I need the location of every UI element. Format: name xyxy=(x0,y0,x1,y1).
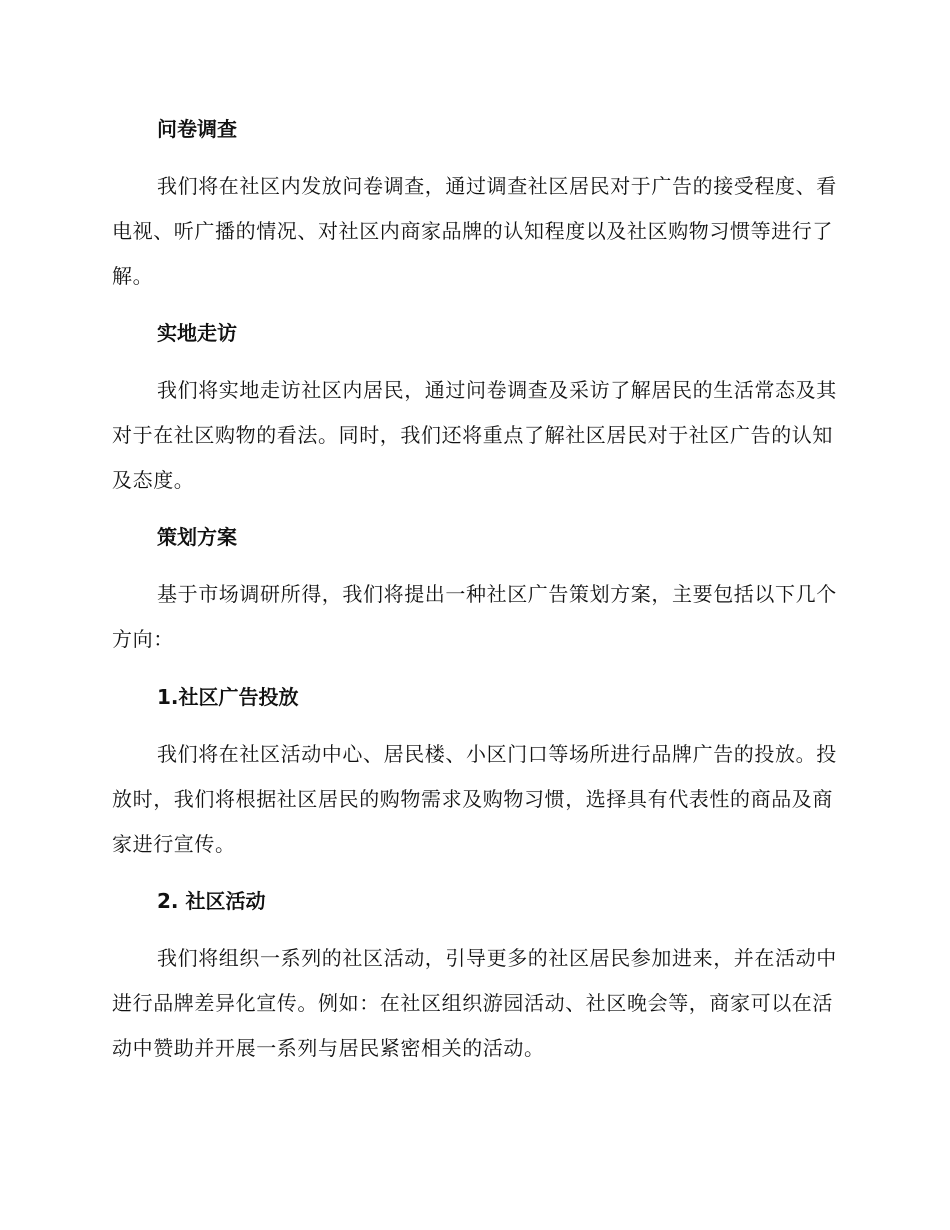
section-heading: 实地走访 xyxy=(157,321,237,345)
section-paragraph: 我们将在社区内发放问卷调查，通过调查社区居民对于广告的接受程度、看电视、听广播的情况、对社区内商家品牌的认知程度以及社区购物习惯等进行了解。 xyxy=(112,174,837,288)
section-paragraph: 基于市场调研所得，我们将提出一种社区广告策划方案，主要包括以下几个方向： xyxy=(112,582,837,651)
section-heading: 策划方案 xyxy=(157,525,237,549)
section-paragraph: 我们将组织一系列的社区活动，引导更多的社区居民参加进来，并在活动中进行品牌差异化宣传。例如：在社区组织游园活动、社区晚会等，商家可以在活动中赞助并开展一系列与居民紧密相关的活动。 xyxy=(112,946,837,1060)
section-heading: 1.社区广告投放 xyxy=(157,685,299,709)
section-heading: 问卷调查 xyxy=(157,117,237,141)
section-paragraph: 我们将实地走访社区内居民，通过问卷调查及采访了解居民的生活常态及其对于在社区购物的看法。同时，我们还将重点了解社区居民对于社区广告的认知及态度。 xyxy=(112,378,837,492)
section-paragraph: 我们将在社区活动中心、居民楼、小区门口等场所进行品牌广告的投放。投放时，我们将根据社区居民的购物需求及购物习惯，选择具有代表性的商品及商家进行宣传。 xyxy=(112,742,837,856)
section-heading: 2. 社区活动 xyxy=(157,889,266,913)
